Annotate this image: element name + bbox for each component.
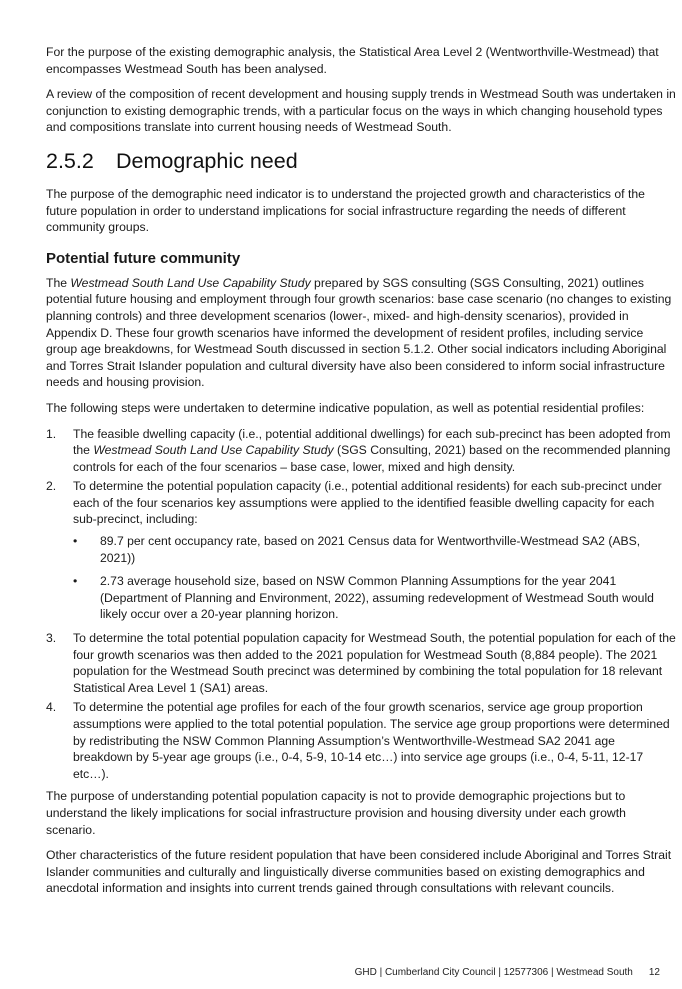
bullet-icon: • xyxy=(73,574,78,589)
intro-paragraph-2: A review of the composition of recent development and housing supply trends in Westmead South was undertaken in conjunction to existing demographic trends, with a particular focus on the ways in which changing household types and compositions translate into current housing needs of Westmead South. xyxy=(46,87,676,135)
section-title: Demographic need xyxy=(116,148,298,173)
bullet-item: • 89.7 per cent occupancy rate, based on 2021 Census data for Wentworthville-Westmead SA2 (ABS, 2021)) xyxy=(73,534,641,565)
intro-paragraph-1: For the purpose of the existing demographic analysis, the Statistical Area Level 2 (Wentworthville-Westmead) that encompasses Westmead South has been analysed. xyxy=(46,45,659,76)
list-item: 1. The feasible dwelling capacity (i.e., potential additional dwellings) for each sub-precinct has been adopted from the Westmead South Land Use Capability Study (SGS Consulting, 2021) based on the recommended planning controls for each of the four scenarios – base case, lower, mixed and high density. xyxy=(46,426,671,474)
list-number: 3. xyxy=(46,631,57,646)
list-number: 2. xyxy=(46,479,57,494)
page-number: 12 xyxy=(648,967,660,978)
bullet-item: • 2.73 average household size, based on NSW Common Planning Assumptions for the year 2041 (Department of Planning and Environment, 2022), assuming redevelopment of Westmead South would likely occur over a 20-year planning horizon. xyxy=(73,574,654,622)
document-page xyxy=(46,44,676,897)
list-number: 1. xyxy=(46,426,57,441)
steps-list xyxy=(46,426,676,783)
subsection-paragraph: The Westmead South Land Use Capability Study prepared by SGS consulting (SGS Consulting, 2021) outlines potential future housing and employment through four growth scenarios: base case scenario (no changes to existing planning controls) and three development scenarios (lower-, mixed- and high-density scenarios), provided in Appendix D. These four growth scenarios have informed the development of resident profiles, including service group age breakdowns, for Westmead South discussed in section 5.1.2. Other social indicators including Aboriginal and Torres Strait Islander population and cultural diversity have also been considered to inform social infrastructure needs and housing provision. xyxy=(46,275,672,390)
section-intro: The purpose of the demographic need indicator is to understand the projected growth and characteristics of the future population in order to understand implications for social infrastructure regarding the needs of different community groups. xyxy=(46,186,645,235)
closing-paragraph-2: Other characteristics of the future resident population that have been considered include Aboriginal and Torres Strait Islander communities and culturally and linguistically diverse communities based on existing demographics and anecdotal information and insights into current trends gained through consultations with relevant councils. xyxy=(46,848,672,896)
bullet-icon: • xyxy=(73,534,78,549)
list-item: 4. To determine the potential age profiles for each of the four growth scenarios, service age group proportion assumptions were applied to the total potential population. The service age group proportions were determined by redistributing the NSW Common Planning Assumption’s Wentworthville-Westmead SA2 2041 age breakdown by 5-year age groups (i.e., 0-4, 5-9, 10-14 etc…) into service age groups (i.e., 0-4, 5-11, 12-17 etc…). xyxy=(46,700,670,781)
study-title: Westmead South Land Use Capability Study xyxy=(93,443,334,458)
section-heading xyxy=(46,148,676,174)
closing-paragraph-1: The purpose of understanding potential population capacity is not to provide demographic projections but to understand the likely implications for social infrastructure provision and housing diversity under each growth scenario. xyxy=(46,789,626,837)
footer-text: GHD | Cumberland City Council | 12577306 | Westmead South xyxy=(354,967,633,978)
list-number: 4. xyxy=(46,700,57,715)
page-footer xyxy=(355,967,660,979)
bullet-list xyxy=(73,533,676,623)
study-title: Westmead South Land Use Capability Study xyxy=(70,275,311,290)
steps-intro: The following steps were undertaken to determine indicative population, as well as potential residential profiles: xyxy=(46,400,645,415)
list-item: 3. To determine the total potential population capacity for Westmead South, the potential population for each of the four growth scenarios was then added to the 2021 population for Westmead South (8,884 people). The 2021 population for the Westmead South precinct was determined by combining the total population for 18 relevant Statistical Area Level 1 (SA1) areas. xyxy=(46,631,676,695)
list-item: 2. To determine the potential population capacity (i.e., potential additional residents) for each sub-precinct under each of the four scenarios key assumptions were applied to the identified feasible dwelling capacity for each sub-precinct, including: • 89.7 per cent occupancy rate, based on 2021 Census data for Wentworthville-Westmead SA2 (ABS, 2021)) • 2.73 average household size, based on NSW Common Planning Assumptions for the year 2041 (Department of Planning and Environment, 2022), assuming redevelopment of Westmead South would likely occur over a 20-year planning horizon. xyxy=(46,478,676,623)
section-number: 2.5.2 xyxy=(46,148,94,173)
subsection-heading: Potential future community xyxy=(46,249,241,267)
